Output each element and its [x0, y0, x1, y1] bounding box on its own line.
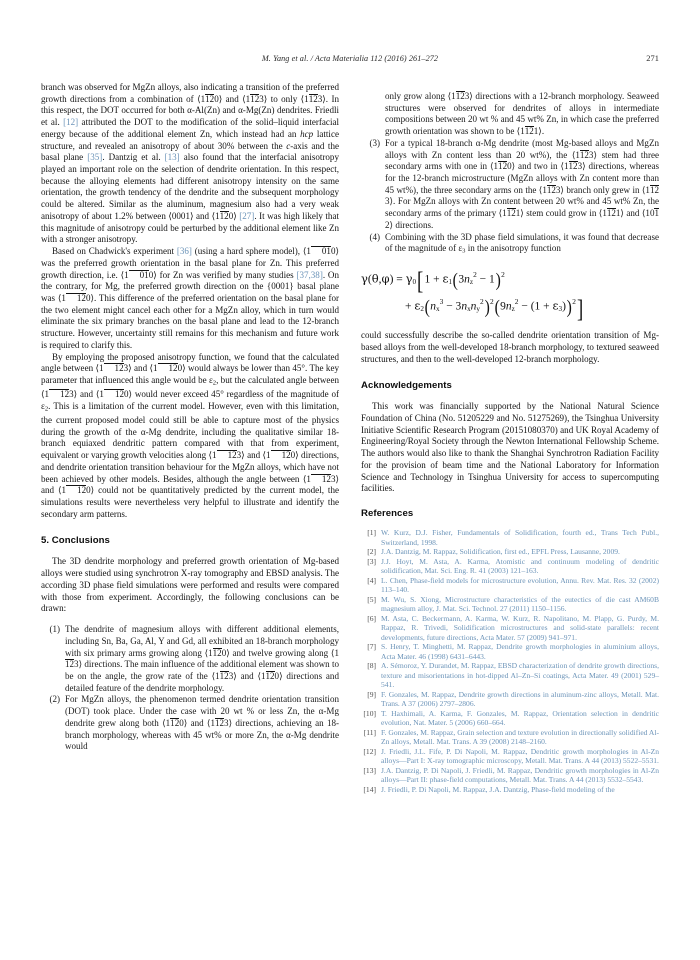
reference-item[interactable]: [361, 614, 659, 643]
reference-number: [9]: [367, 689, 376, 699]
paragraph-anisotropy-function: By employing the proposed anisotropy function, we found that the calculated angle between ⟨1 123⟩ and ⟨1 120⟩ would always be lower than 45°. The key parameter that influenced this angle would be $\varepsilon_2$, but the calculated angle between ⟨1 123⟩ and ⟨1 120⟩ would never exceed 45° regardless of the magnitude of $\varepsilon_2$. This is a limitation of the current model. However, even with this limitation, the current proposed model could still be able to capture most of the physics during the growth of the α-Mg dendrite, including the qualitative similar 18-branch equiaxed dendritic pattern compared with that from experiment, equivalent or varying growth velocities along ⟨1 123⟩ and ⟨1 120⟩ directions, and dendrite orientation transition behaviour for the MgZn alloys, which have not been achieved by other models. Besides, although the angle between ⟨1 123⟩ and ⟨1 120⟩ could not be quantitatively predicted by the current model, the simulations results were nevertheless very helpful to illustrate and identify the secondary arm patterns.: [41, 351, 339, 519]
list-item-text: Combining with the 3D phase field simulations, it was found that decrease of the magnitude of $\varepsilon_3$ in the anisotropy function: [385, 231, 659, 255]
reference-item[interactable]: [361, 557, 659, 576]
list-item: [41, 624, 339, 694]
list-item: [361, 91, 659, 138]
list-item: [41, 694, 339, 753]
conclusions-list-left: [41, 624, 339, 753]
anisotropy-function-equation: [361, 267, 659, 323]
reference-text[interactable]: J. Friedli, P. Di Napoli, M. Rappaz, J.A. Dantzig, Phase-field modeling of the: [381, 784, 615, 794]
list-item-number: (1): [49, 624, 60, 635]
conclusions-list-right: [361, 91, 659, 258]
reference-number: [6]: [367, 613, 376, 623]
reference-text[interactable]: F. Gonzales, M. Rappaz, Dendrite growth directions in aluminum-zinc alloys, Metall. Mat. Trans. A 37 (2006) 2797–2806.: [381, 689, 659, 709]
running-title: M. Yang et al. / Acta Materialia 112 (2016) 261–272: [261, 54, 439, 63]
paragraph-continuation: branch was observed for MgZn alloys, also indicating a transition of the preferred growth directions from a combination of ⟨1120⟩ and ⟨1123⟩ to only ⟨1123⟩. In this respect, the DOT occurred for both α-Al(Zn) and α-Mg(Zn) dendrites. Friedli et al. [12] attributed the DOT to the modification of the solid–liquid interfacial energy because of the additional element Zn, which instead had an hcp lattice structure, and revealed an anisotropy of about 30% between the c-axis and the basal plane [35]. Dantzig et al. [13] also found that the interfacial anisotropy played an important role on the selection of dendrite orientation. In this respect, because the alloying elements had different anisotropy intensity on the same orientation, the growth tendency of the dendrite and the subsequent morphology could be altered. Similar as the aluminum, magnesium also had a very weak anisotropy of about 1.2% between ⟨0001⟩ and ⟨1120⟩ [27]. It was high likely that this magnitude of anisotropy could be perturbed by the additional element like Zn with a stronger anisotropy.: [41, 82, 339, 245]
reference-item[interactable]: [361, 728, 659, 747]
reference-text[interactable]: F. Gonzales, M. Rappaz, Grain selection and texture evolution in directionally solidified Al-Zn alloys, Metall. Mat. Trans. A 39 (2008) 2148–2160.: [381, 727, 659, 747]
reference-number: [12]: [363, 746, 376, 756]
section-heading-acknowledgements: Acknowledgements: [361, 380, 452, 392]
reference-text[interactable]: J.J. Hoyt, M. Asta, A. Karma, Atomistic and continuum modeling of dendritic solidification, Mat. Sci. Eng. R. 41 (2003) 121–163.: [381, 556, 659, 576]
two-column-body: [41, 82, 659, 794]
equation-line-2: + $\varepsilon 2(nx^3$ − $3nxny^2)^2(9nz^2 - (1 + \varepsilon 3))^2$]: [405, 295, 584, 323]
reference-number: [11]: [363, 727, 376, 737]
reference-number: [7]: [367, 642, 376, 652]
reference-number: [10]: [363, 708, 376, 718]
list-item-number: (2): [49, 694, 60, 705]
reference-item[interactable]: [361, 547, 659, 557]
reference-number: [3]: [367, 556, 376, 566]
list-item-text: The dendrite of magnesium alloys with different additional elements, including Sn, Ba, Ga, Al, Y and Gd, all exhibited an 18-branch morphology with six primary arms growing along ⟨1120⟩ and twelve growing along ⟨1123⟩ directions. The main influence of the additional element was shown to be on the angle, the grow rate of the ⟨1123⟩ and ⟨1120⟩ directions and detailed feature of the dendrite morphology.: [65, 624, 339, 693]
reference-text[interactable]: S. Henry, T. Minghetti, M. Rappaz, Dendrite growth morphologies in aluminium alloys, Acta Mater. 46 (1998) 6431–6443.: [381, 642, 659, 661]
equation-line-1: $\gamma(\theta,\varphi) = \gamma 0[1 + \varepsilon 1(3nz^2 - 1)^2$: [361, 267, 505, 295]
running-header: [41, 54, 659, 68]
paragraph-after-equation: could successfully describe the so-called dendrite orientation transition of Mg-based alloys from the well-developed 18-branch morphology, to textured seaweed structures, and then to the well-developed 12-branch morphology.: [361, 330, 659, 364]
reference-text[interactable]: J. Friedli, J.L. Fife, P. Di Napoli, M. Rappaz, Dendritic growth morphologies in Al-Zn alloys—Part I: X-ray tomographic microscopy, Metall. Mat. Trans. A 44 (2013) 5522–5531.: [381, 746, 659, 766]
reference-item[interactable]: [361, 766, 659, 785]
reference-number: [14]: [363, 784, 376, 794]
reference-text[interactable]: L. Chen, Phase-field models for microstructure evolution, Annu. Rev. Mat. Res. 32 (2002) 113–140.: [381, 575, 659, 595]
reference-number: [2]: [367, 547, 376, 557]
reference-text[interactable]: T. Haxhimali, A. Karma, F. Gonzales, M. Rappaz, Orientation selection in dendritic evolution, Nat. Mater. 5 (2006) 660–664.: [381, 708, 659, 728]
list-item-text: only grow along ⟨1123⟩ directions with a 12-branch morphology. Seaweed structures were observed for dendrites of alloys in intermediate compositions between 20 wt % and 45 wt% Zn, in which case the preferred growth orientation was shown to be ⟨1121⟩.: [385, 91, 659, 137]
reference-item[interactable]: [361, 747, 659, 766]
reference-number: [1]: [367, 528, 376, 538]
references-list: [361, 528, 659, 794]
reference-number: [8]: [367, 661, 376, 671]
list-item-number: (3): [369, 137, 380, 148]
acknowledgements-text: This work was financially supported by the National Natural Science Foundation of China (No. 51205229 and No. 51275269), the Tsinghua University Initiative Scientific Research Program (20151080370) and UK Royal Academy of Engineering/Royal Society through the Newton International Fellowship Scheme. The authors would also like to thank the Shanghai Synchrotron Radiation Facility for the provision of beam time and the National Laboratory for Information Science and Technology in Tsinghua University for access to supercomputing facilities.: [361, 401, 659, 494]
paragraph-chadwick: Based on Chadwick's experiment [36] (using a hard sphere model), ⟨1 010⟩ was the preferred growth orientation in the basal plane for Zn. This preferred growth direction, i.e. ⟨1 010⟩ for Zn was verified by many studies [37,38]. On the contrary, for Mg, the preferred growth direction on the {0001} basal plane was ⟨1 120⟩. This difference of the preferred orientation on the basal plane for the two element might cancel each other for a MgZn alloy, which in turn would eliminate the six primary branches on the basal plane and lead to the 12-branch structure. However, uncertainty still remains for this mechanism and future work is required to clarify this.: [41, 246, 339, 350]
section-heading-conclusions: 5. Conclusions: [41, 535, 110, 547]
reference-number: [4]: [367, 575, 376, 585]
section-heading-references: References: [361, 508, 414, 520]
reference-text[interactable]: J.A. Dantzig, M. Rappaz, Solidification, first ed., EPFL Press, Lausanne, 2009.: [381, 547, 620, 557]
reference-text[interactable]: W. Kurz, D.J. Fisher, Fundamentals of Solidification, fourth ed., Trans Tech Publ., Switzerland, 1998.: [381, 528, 659, 547]
conclusions-intro: The 3D dendrite morphology and preferred growth orientation of Mg-based alloys were studied using synchrotron X-ray tomography and EBSD analysis. The according 3D phase field simulations were performed and results were compared with those from experiment. Accordingly, the following conclusions can be drawn:: [41, 556, 339, 614]
left-column: [41, 82, 339, 794]
reference-item[interactable]: [361, 709, 659, 728]
right-column: [361, 82, 659, 794]
reference-number: [13]: [363, 765, 376, 775]
list-item: [361, 232, 659, 258]
list-item-text: For MgZn alloys, the phenomenon termed dendrite orientation transition (DOT) took place. Under the case with 20 wt % or less Zn, the α-Mg dendrite grew along both ⟨1120⟩ and ⟨1123⟩ directions, achieving an 18-branch morphology, whereas with 45 wt% or more Zn, the α-Mg dendrite would: [65, 694, 339, 752]
reference-item[interactable]: [361, 785, 659, 795]
reference-item[interactable]: [361, 661, 659, 690]
reference-item[interactable]: [361, 595, 659, 614]
reference-text[interactable]: J.A. Dantzig, P. Di Napoli, J. Friedli, M. Rappaz, Dendritic growth morphologies in Al-Zn alloys—Part II: phase-field computations, Metall. Mat. Trans. A 44 (2013) 5532–5543.: [381, 765, 659, 785]
list-item-number: (4): [369, 231, 380, 242]
reference-item[interactable]: [361, 528, 659, 547]
reference-text[interactable]: M. Asta, C. Beckermann, A. Karma, W. Kurz, R. Napolitano, M. Plapp, G. Purdy, M. Rappaz, R. Trivedi, Solidification microstructures and solid-state parallels: recent developments, future directions, Acta Mater. 57 (2009) 941–971.: [381, 613, 659, 642]
reference-item[interactable]: [361, 690, 659, 709]
list-item-text: For a typical 18-branch α-Mg dendrite (most Mg-based alloys and MgZn alloys with Zn content less than 20 wt%), the ⟨1123⟩ stem had three secondary arms with one in ⟨1120⟩ and two in ⟨1123⟩ directions, whereas for the 12-branch microstructure (MgZn alloys with Zn content more than 45 wt%), the three secondary arms on the ⟨1123⟩ branch only grew in ⟨1123⟩. For MgZn alloys with Zn content between 20 wt% and 45 wt% Zn, the secondary arms of the primary ⟨1121⟩ stem could grow in ⟨1121⟩ and ⟨1012⟩ directions.: [385, 137, 660, 230]
reference-number: [5]: [367, 594, 376, 604]
reference-text[interactable]: M. Wu, S. Xiong, Microstructure characteristics of the eutectics of die cast AM60B magnesium alloy, J. Mat. Sci. Technol. 27 (2011) 1150–1156.: [381, 594, 659, 614]
page-number: 271: [646, 54, 659, 63]
reference-item[interactable]: [361, 576, 659, 595]
reference-text[interactable]: A. Sémoroz, Y. Durandet, M. Rappaz, EBSD characterization of dendrite growth directions, texture and misorientations in hot-dipped Al–Zn–Si coatings, Acta Mater. 49 (2001) 529–541.: [381, 661, 659, 690]
reference-item[interactable]: [361, 642, 659, 661]
list-item: [361, 138, 659, 232]
